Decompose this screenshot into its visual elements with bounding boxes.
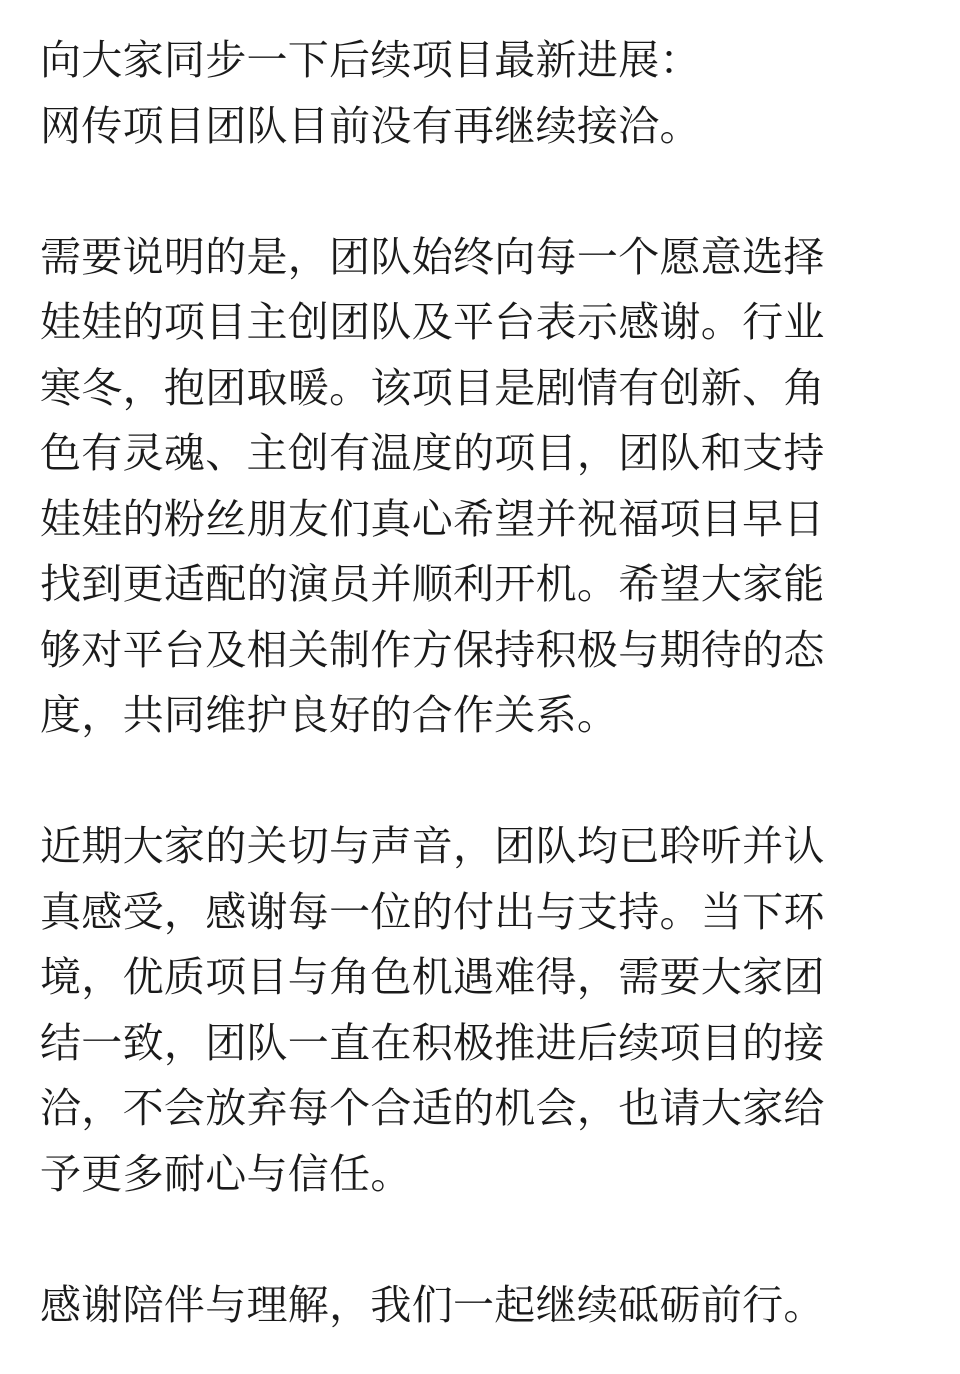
text-line: 娃娃的粉丝朋友们真心希望并祝福项目早日 [40,494,825,543]
text-line: 网传项目团队目前没有再继续接洽。 [40,101,701,150]
paragraph-1 [40,28,920,159]
text-line: 向大家同步一下后续项目最新进展： [40,36,701,84]
paragraph-gap [40,159,920,225]
text-line: 境，优质项目与角色机遇难得，需要大家团 [40,953,825,1001]
text-line: 娃娃的项目主创团队及平台表示感谢。行业 [40,298,825,346]
text-line: 真感受，感谢每一位的付出与支持。当下环 [40,887,825,936]
paragraph-4 [40,1273,920,1339]
text-line: 结一致，团队一直在积极推进后续项目的接 [40,1018,825,1067]
text-line: 需要说明的是，团队始终向每一个愿意选择 [40,232,825,281]
text-line: 色有灵魂、主创有温度的项目，团队和支持 [40,429,825,477]
text-line: 洽，不会放弃每个合适的机会，也请大家给 [40,1084,825,1132]
paragraph-gap [40,1207,920,1273]
text-line: 找到更适配的演员并顺利开机。希望大家能 [40,560,825,608]
text-line: 够对平台及相关制作方保持积极与期待的态 [40,625,825,674]
text-line: 予更多耐心与信任。 [40,1149,412,1198]
text-line: 感谢陪伴与理解，我们一起继续砥砺前行。 [40,1280,825,1329]
paragraph-3 [40,814,920,1207]
post-text [40,28,920,1338]
text-line: 寒冬，抱团取暖。该项目是剧情有创新、角 [40,363,825,412]
paragraph-2 [40,225,920,749]
text-line: 度，共同维护良好的合作关系。 [40,691,619,739]
paragraph-gap [40,749,920,815]
text-line: 近期大家的关切与声音，团队均已聆听并认 [40,822,825,870]
